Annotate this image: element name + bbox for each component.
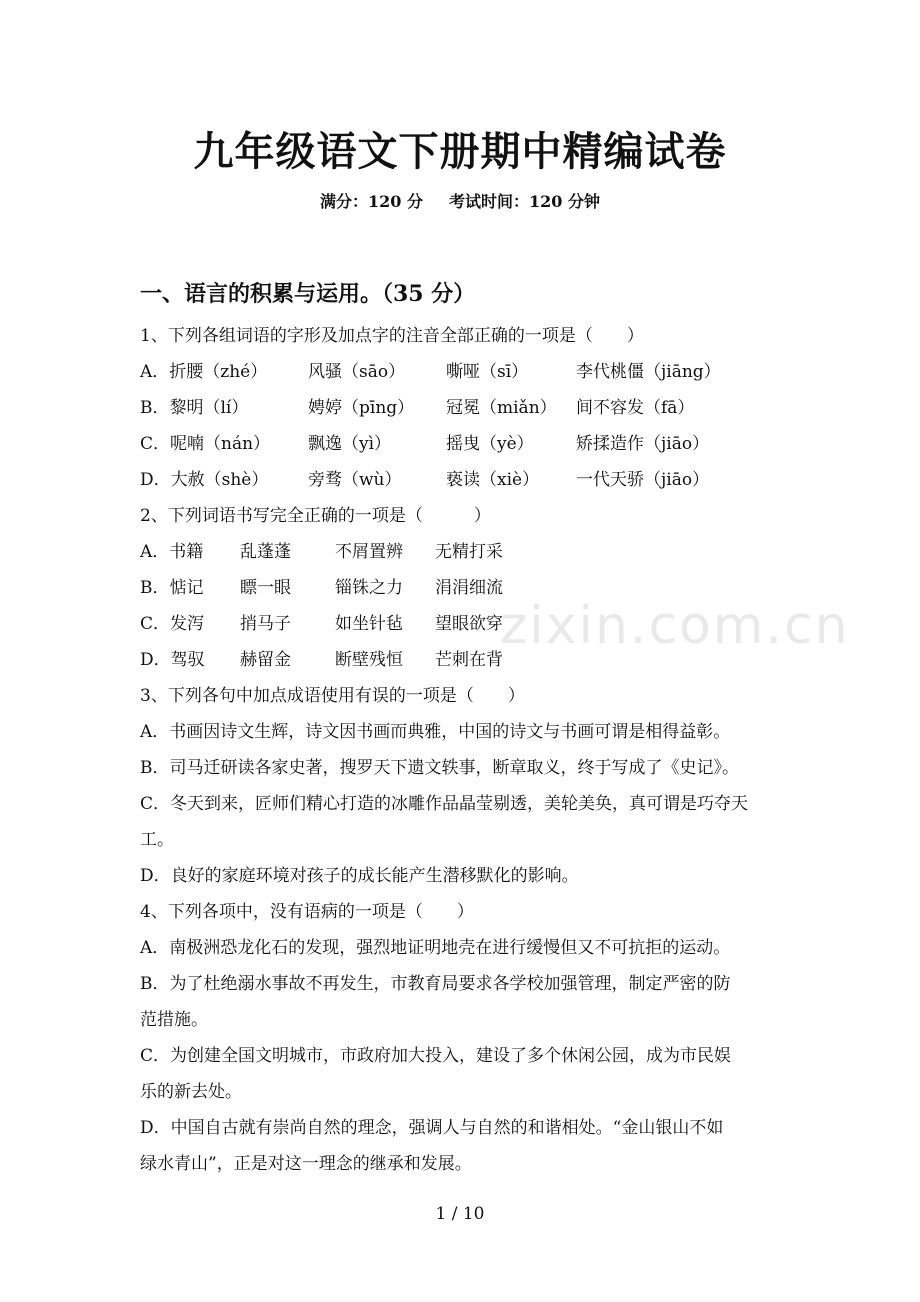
option-cell: 风骚（sāo） — [308, 362, 406, 382]
option-cell: 望眼欲穿 — [435, 614, 503, 634]
q2-option-b — [140, 570, 790, 606]
option-cell: 芒刺在背 — [435, 650, 503, 670]
option-cell: 李代桃僵（jiāng） — [576, 362, 721, 382]
option-cell: 摇曳（yè） — [446, 434, 534, 454]
exam-time: 考试时间：120 分钟 — [449, 192, 600, 211]
option-cell: B．惦记 — [140, 578, 204, 598]
option-cell: 赫留金 — [240, 650, 291, 670]
q3-option-a: A．书画因诗文生辉，诗文因书画而典雅，中国的诗文与书画可谓是相得益彰。 — [140, 722, 731, 742]
questions — [140, 318, 790, 1182]
option-cell: C．呢喃（nán） — [140, 434, 271, 454]
option-cell: 捎马子 — [240, 614, 291, 634]
question-3-stem: 3、下列各句中加点成语使用有误的一项是（ ） — [140, 686, 525, 706]
q3-option-c-cont: 工。 — [140, 830, 174, 850]
q1-option-a — [140, 354, 790, 390]
page-number: 1 / 10 — [435, 1204, 485, 1224]
q4-option-c-cont: 乐的新去处。 — [140, 1082, 242, 1102]
q4-option-a: A．南极洲恐龙化石的发现，强烈地证明地壳在进行缓慢但又不可抗拒的运动。 — [140, 938, 731, 958]
section-heading: 一、语言的积累与运用。（35 分） — [140, 281, 476, 307]
question-4-stem: 4、下列各项中，没有语病的一项是（ ） — [140, 902, 474, 922]
option-cell: 矫揉造作（jiāo） — [576, 434, 710, 454]
page-title: 九年级语文下册期中精编试卷 — [193, 128, 727, 175]
option-cell: A．书籍 — [140, 542, 204, 562]
option-cell: C．发泻 — [140, 614, 205, 634]
exam-info — [0, 190, 920, 214]
q4-option-d-cont: 绿水青山”，正是对这一理念的继承和发展。 — [140, 1154, 472, 1174]
question-2-stem: 2、下列词语书写完全正确的一项是（ ） — [140, 506, 491, 526]
q3-option-b: B．司马迁研读各家史著，搜罗天下遗文轶事，断章取义，终于写成了《史记》。 — [140, 758, 739, 778]
option-cell: A．折腰（zhé） — [140, 362, 268, 382]
option-cell: 如坐针毡 — [335, 614, 403, 634]
option-cell: 涓涓细流 — [435, 578, 503, 598]
q2-option-d — [140, 642, 790, 678]
option-cell: 亵读（xiè） — [446, 470, 540, 490]
option-cell: 瞟一眼 — [240, 578, 291, 598]
option-cell: 无精打采 — [435, 542, 503, 562]
option-cell: 娉婷（pīng） — [308, 398, 415, 418]
option-cell: 乱蓬蓬 — [240, 542, 291, 562]
q2-option-c — [140, 606, 790, 642]
option-cell: 飘逸（yì） — [308, 434, 392, 454]
watermark: zixin.com.cn — [500, 596, 850, 656]
q3-option-c: C．冬天到来，匠师们精心打造的冰雕作品晶莹剔透，美轮美奂，真可谓是巧夺天 — [140, 794, 749, 814]
option-cell: 锱铢之力 — [335, 578, 403, 598]
q1-option-b — [140, 390, 790, 426]
q4-option-c: C．为创建全国文明城市，市政府加大投入，建设了多个休闲公园，成为市民娱 — [140, 1046, 732, 1066]
q4-option-b: B．为了杜绝溺水事故不再发生，市教育局要求各学校加强管理，制定严密的防 — [140, 974, 731, 994]
option-cell: B．黎明（lí） — [140, 398, 249, 418]
option-cell: 冠冕（miǎn） — [446, 398, 557, 418]
option-cell: 旁骛（wù） — [308, 470, 402, 490]
option-cell: D．驾驭 — [140, 650, 205, 670]
option-cell: 不屑置辨 — [335, 542, 403, 562]
option-cell: D．大赦（shè） — [140, 470, 269, 490]
q1-option-c — [140, 426, 790, 462]
q2-option-a — [140, 534, 790, 570]
option-cell: 嘶哑（sī） — [446, 362, 529, 382]
option-cell: 一代天骄（jiāo） — [576, 470, 710, 490]
option-cell: 间不容发（fā） — [576, 398, 695, 418]
question-1-stem: 1、下列各组词语的字形及加点字的注音全部正确的一项是（ ） — [140, 326, 644, 346]
q4-option-b-cont: 范措施。 — [140, 1010, 208, 1030]
q4-option-d: D．中国自古就有崇尚自然的理念，强调人与自然的和谐相处。“金山银山不如 — [140, 1118, 724, 1138]
q3-option-d: D．良好的家庭环境对孩子的成长能产生潜移默化的影响。 — [140, 866, 579, 886]
full-score: 满分：120 分 — [320, 192, 423, 211]
option-cell: 断壁残恒 — [335, 650, 403, 670]
q1-option-d — [140, 462, 790, 498]
